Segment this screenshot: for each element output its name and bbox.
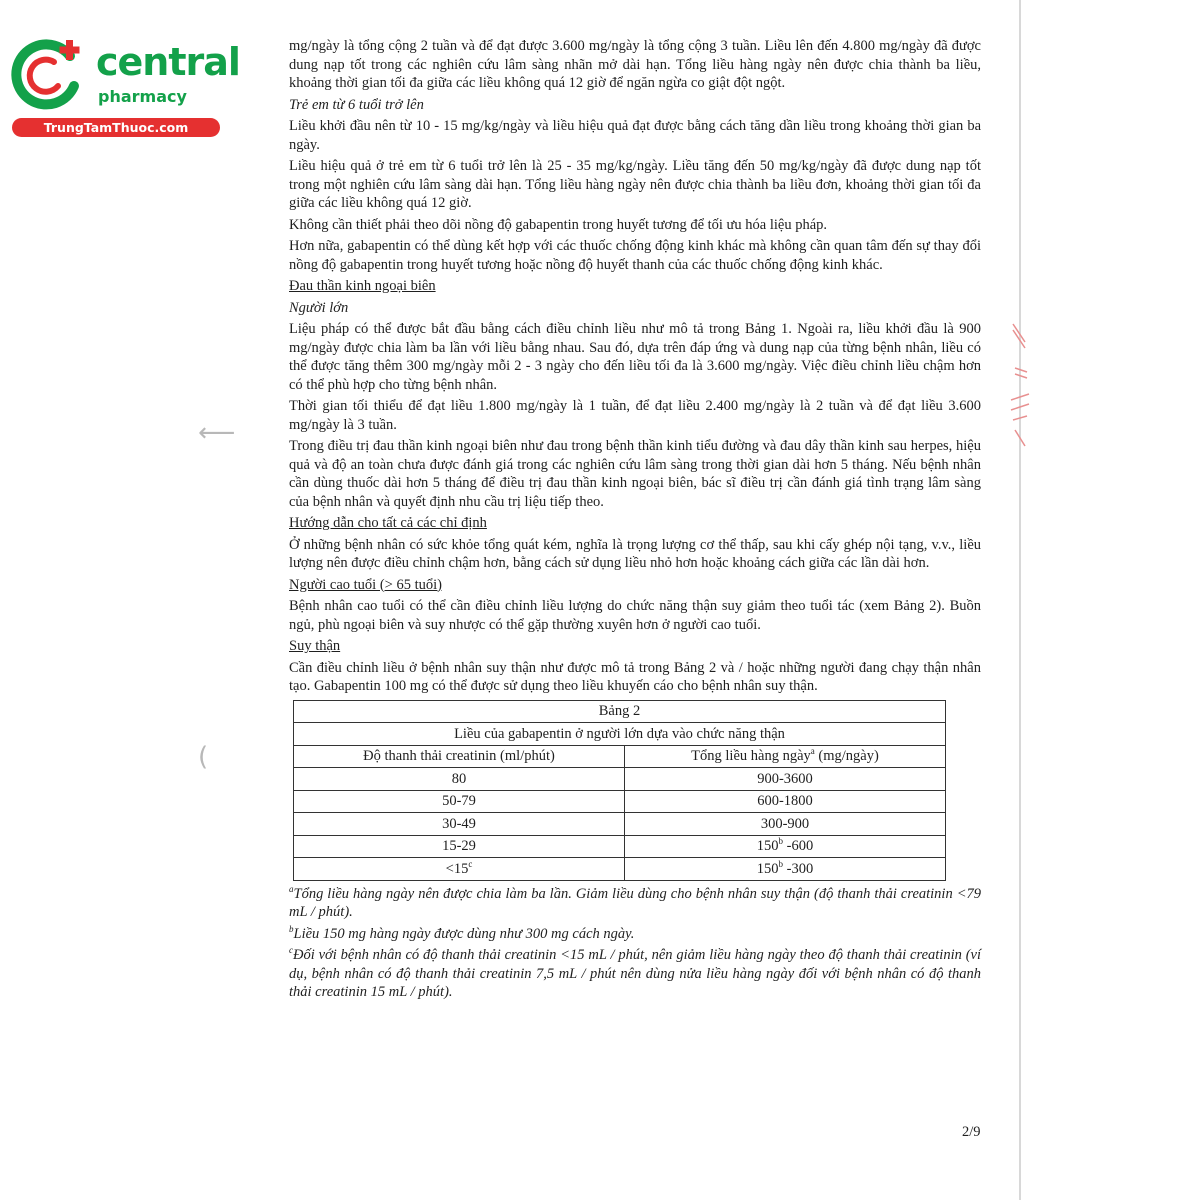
paragraph: Hơn nữa, gabapentin có thể dùng kết hợp với các thuốc chống động kinh khác mà không cần quan tâm đến sự thay đổi nồng độ gabapentin trong huyết tương hoặc nồng độ huyết thanh của các thuốc chống động kinh khác. — [289, 238, 981, 273]
table-title: Bảng 2 — [294, 700, 946, 723]
table-header-dose-text: Tổng liều hàng ngày — [691, 748, 811, 765]
footnote-marker: a — [289, 883, 294, 894]
paragraph: Cần điều chỉnh liều ở bệnh nhân suy thận như được mô tả trong Bảng 2 và / hoặc những người đang chạy thận nhân tạo. Gabapentin 100 mg có thể được sử dụng theo liều khuyến cáo cho bệnh nhân suy thận. — [289, 659, 981, 694]
table-cell — [294, 790, 625, 813]
paragraph: Liều hiệu quả ở trẻ em từ 6 tuổi trở lên là 25 - 35 mg/kg/ngày. Liều tăng đến 50 mg/kg/ngày đã được dung nạp tốt trong một nghiên cứu lâm sàng dài hạn. Tổng liều hàng ngày nên được chia thành ba liều đơn, khoảng thời gian tối đa giữa các liều không quá 12 giờ. — [289, 158, 981, 211]
page-number: 2/9 — [962, 1124, 981, 1140]
footnote-ref: b — [778, 858, 784, 869]
cell-text: 30-49 — [442, 815, 476, 832]
cell-text: 600-1800 — [757, 793, 813, 810]
table-cell — [294, 813, 625, 836]
table-row — [294, 835, 946, 858]
cell-text: 150 — [756, 838, 779, 855]
cell-text: -300 — [783, 860, 814, 877]
section-heading-renal: Suy thận — [289, 638, 341, 654]
paragraph: Liều khởi đầu nên từ 10 - 15 mg/kg/ngày và liều hiệu quả đạt được bằng cách tăng dần liều trong khoảng thời gian ba ngày. — [289, 118, 981, 153]
footnote-marker: c — [289, 945, 293, 956]
table-header-clearance: Độ thanh thải creatinin (ml/phút) — [294, 745, 625, 768]
section-heading-children: Trẻ em từ 6 tuổi trở lên — [289, 96, 424, 113]
footnote-b — [289, 925, 981, 944]
section-heading-all-indications: Hướng dẫn cho tất cả các chỉ định — [289, 515, 487, 531]
logo-site-banner: TrungTamThuoc.com — [12, 118, 220, 137]
table-row — [294, 790, 946, 813]
footnote-c — [289, 946, 981, 1002]
paragraph: Liệu pháp có thể được bắt đầu bằng cách điều chỉnh liều như mô tả trong Bảng 1. Ngoài ra, liều khởi đầu là 900 mg/ngày được chia làm ba lần với liều bằng nhau. Sau đó, dựa trên đáp ứng và dung nạp của từng bệnh nhân, liều có thể được tăng thêm 300 mg/ngày mỗi 2 - 3 ngày cho đến liều tối đa là 3.600 mg/ngày. Việc điều chỉnh liều chậm hơn có thể phù hợp cho từng bệnh nhân. — [289, 321, 981, 393]
table-header-dose — [625, 745, 946, 768]
footnote-text: Tổng liều hàng ngày nên được chia làm ba lần. Giảm liều dùng cho bệnh nhân suy thận (độ thanh thải creatinin <79 mL / phút). — [289, 885, 981, 920]
table-subtitle: Liều của gabapentin ở người lớn dựa vào chức năng thận — [294, 723, 946, 746]
table-cell — [294, 858, 625, 881]
cell-text: 300-900 — [760, 815, 810, 832]
table-cell — [625, 768, 946, 791]
document-body — [289, 37, 981, 1005]
section-heading-neuropathic-pain: Đau thần kinh ngoại biên — [289, 278, 436, 294]
cell-text: -600 — [783, 838, 814, 855]
section-heading-adults: Người lớn — [289, 299, 349, 316]
footnote-ref: c — [468, 858, 473, 869]
cell-text: 15-29 — [442, 838, 476, 855]
table-cell — [294, 835, 625, 858]
paragraph: Thời gian tối thiểu để đạt liều 1.800 mg/ngày là 1 tuần, để đạt liều 2.400 mg/ngày là 2 tuần và để đạt liều 3.600 mg/ngày là 3 tuần. — [289, 398, 981, 433]
table-cell — [294, 768, 625, 791]
hole-punch-mark-icon: ( — [198, 742, 209, 772]
central-pharmacy-logo — [10, 36, 240, 136]
logo-subtitle: pharmacy — [98, 87, 187, 106]
margin-stamp-mark — [1005, 320, 1035, 450]
paragraph: mg/ngày là tổng cộng 2 tuần và để đạt được 3.600 mg/ngày là tổng cộng 3 tuần. Liều lên đến 4.800 mg/ngày đã được dung nạp tốt trong các nghiên cứu lâm sàng nhãn mở dài hạn. Tổng liều hàng ngày nên được chia thành ba liều, khoảng thời gian tối đa giữa các liều không quá 12 giờ để ngăn ngừa co giật đột ngột. — [289, 38, 981, 91]
paragraph: Không cần thiết phải theo dõi nồng độ gabapentin trong huyết tương để tối ưu hóa liệu pháp. — [289, 216, 828, 233]
pharmacy-logo-icon — [10, 36, 90, 116]
footnote-ref: b — [778, 836, 784, 847]
paragraph: Trong điều trị đau thần kinh ngoại biên như đau trong bệnh thần kinh tiểu đường và đau dây thần kinh sau herpes, hiệu quả và độ an toàn chưa được đánh giá trong các nghiên cứu lâm sàng trong thời gian dài hơn 5 tháng. Nếu bệnh nhân cần dùng thuốc dài hơn 5 tháng để điều trị đau thần kinh ngoại biên, bác sĩ điều trị cần đánh giá tình trạng lâm sàng của bệnh nhân và quyết định nhu cầu trị liệu tiếp theo. — [289, 438, 981, 510]
table-cell — [625, 858, 946, 881]
cell-text: 80 — [451, 770, 467, 787]
footnote-ref: a — [810, 746, 815, 757]
cell-text: 150 — [756, 860, 779, 877]
section-heading-elderly: Người cao tuổi (> 65 tuổi) — [289, 576, 442, 593]
footnote-a — [289, 885, 981, 922]
cell-text: <15 — [445, 860, 469, 877]
hole-punch-mark-icon: ⟵ — [198, 418, 236, 448]
paragraph: Ở những bệnh nhân có sức khỏe tổng quát kém, nghĩa là trọng lượng cơ thể thấp, sau khi cấy ghép nội tạng, v.v., liều lượng nên được điều chỉnh chậm hơn, bằng cách sử dụng liều nhỏ hơn hoặc khoảng cách giữa các lần dài hơn. — [289, 536, 981, 571]
footnote-text: Đối với bệnh nhân có độ thanh thải creatinin <15 mL / phút, nên giảm liều hàng ngày theo độ thanh thải creatinin (ví dụ, bệnh nhân có độ thanh thải creatinin 7,5 mL / phút nên dùng nửa liều hàng ngày đối với bệnh nhân có độ thanh thải creatinin 15 mL / phút). — [289, 947, 981, 1000]
cell-text: 50-79 — [442, 793, 476, 810]
table-cell — [625, 835, 946, 858]
logo-name: central — [96, 40, 240, 84]
table-row — [294, 858, 946, 881]
page-edge-divider — [1019, 0, 1021, 1200]
footnote-marker: b — [289, 923, 294, 934]
table-cell — [625, 813, 946, 836]
dosing-table — [293, 700, 946, 881]
table-row — [294, 768, 946, 791]
paragraph: Bệnh nhân cao tuổi có thể cần điều chỉnh liều lượng do chức năng thận suy giảm theo tuổi tác (xem Bảng 2). Buồn ngủ, phù ngoại biên và suy nhược có thể gặp thường xuyên hơn ở người cao tuổi. — [289, 598, 981, 633]
cell-text: 900-3600 — [757, 770, 813, 787]
footnote-text: Liều 150 mg hàng ngày được dùng như 300 mg cách ngày. — [293, 925, 635, 942]
table-header-dose-unit: (mg/ngày) — [814, 748, 879, 765]
table-cell — [625, 790, 946, 813]
table-row — [294, 813, 946, 836]
